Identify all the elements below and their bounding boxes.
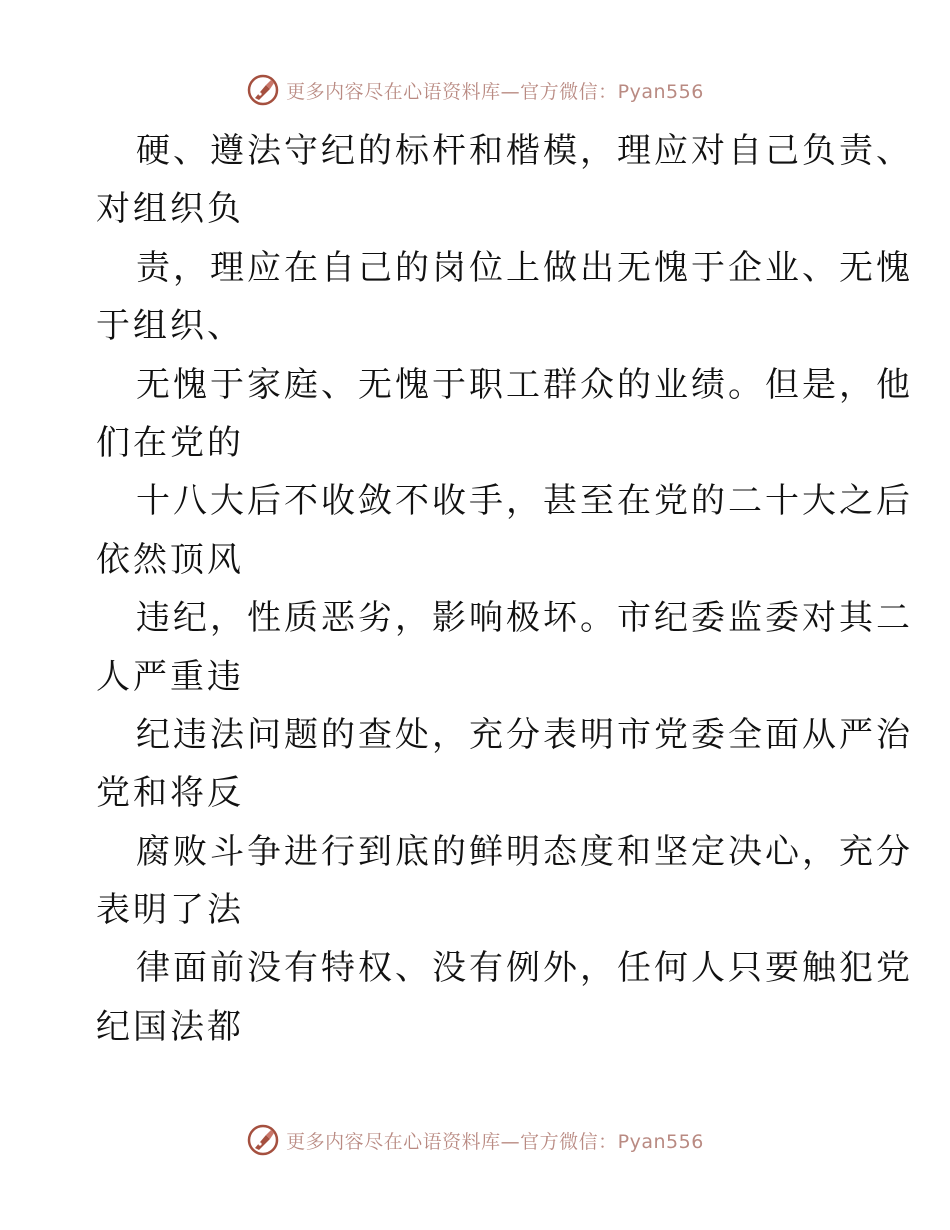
pen-nib-logo-icon: [246, 73, 280, 107]
text-line: 人严重违: [96, 656, 244, 697]
text-line: 十八大后不收敛不收手，甚至在党的二十大之后: [136, 481, 913, 522]
page-footer-banner: [0, 1120, 950, 1160]
text-line: 违纪，性质恶劣，影响极坏。市纪委监委对其二: [136, 598, 913, 639]
text-line: 律面前没有特权、没有例外，任何人只要触犯党: [136, 948, 913, 989]
text-line: 们在党的: [96, 422, 244, 463]
footer-watermark-text: 更多内容尽在心语资料库—官方微信：Pyan556: [286, 1130, 704, 1153]
document-body: [96, 122, 913, 1056]
text-line: 无愧于家庭、无愧于职工群众的业绩。但是，他: [136, 364, 913, 405]
text-line: 责，理应在自己的岗位上做出无愧于企业、无愧: [136, 247, 913, 288]
text-line: 硬、遵法守纪的标杆和楷模，理应对自己负责、: [136, 131, 913, 171]
text-line: 于组织、: [96, 306, 244, 347]
pen-nib-logo-icon: [246, 1123, 280, 1157]
text-line: 腐败斗争进行到底的鲜明态度和坚定决心，充分: [136, 831, 913, 872]
text-line: 纪国法都: [96, 1006, 244, 1047]
text-line: 依然顶风: [96, 539, 244, 580]
header-watermark-text: 更多内容尽在心语资料库—官方微信：Pyan556: [286, 80, 704, 103]
page-header-banner: [0, 70, 950, 110]
text-line: 纪违法问题的查处，充分表明市党委全面从严治: [136, 714, 913, 755]
text-line: 党和将反: [96, 773, 244, 814]
text-line: 表明了法: [96, 890, 244, 931]
text-line: 对组织负: [96, 189, 244, 230]
